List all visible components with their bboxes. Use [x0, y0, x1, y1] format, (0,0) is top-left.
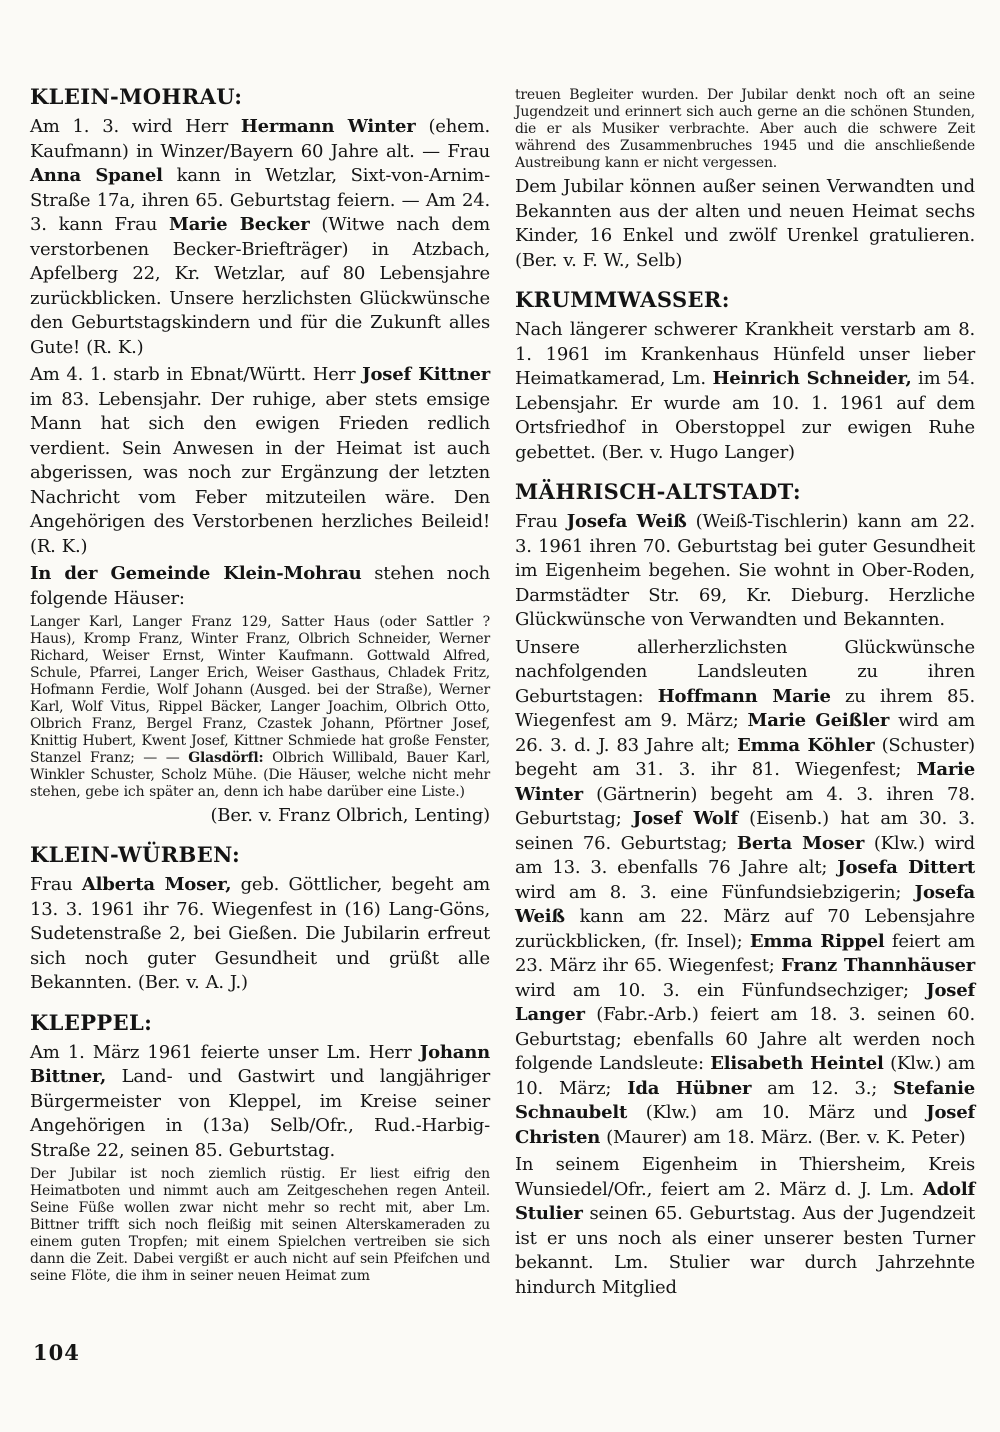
paragraph: Am 1. 3. wird Herr Hermann Winter (ehem. Kaufmann) in Winzer/Bayern 60 Jahre alt. — Frau Anna Spanel kann in Wetzlar, Sixt-von-Arnim-Straße 17a, ihren 65. Geburtstag feiern. — Am 24. 3. kann Frau Marie Becker (Witwe nach dem verstorbenen Becker-Briefträger) in Atzbach, Apfelberg 22, Kr. Wetzlar, auf 80 Lebensjahre zurückblicken. Unsere herzlichsten Glückwünsche den Geburtstagskindern und für die Zukunft alles Gute! (R. K.): [30, 116, 491, 358]
paragraph: Frau Josefa Weiß (Weiß-Tischlerin) kann am 22. 3. 1961 ihren 70. Geburtstag bei guter Gesundheit im Eigenheim begehen. Sie wohnt in Ober-Roden, Darmstädter Str. 69, Kr. Dieburg. Herzliche Glückwünsche von Verwandten und Bekannten.: [515, 511, 976, 630]
fine-print-paragraph: treuen Begleiter wurden. Der Jubilar denkt noch oft an seine Jugendzeit und erinnert sich auch gerne an die schönen Stunden, die er als Musiker verbrachte. Aber auch die schwere Zeit während des Zusammenbruches 1945 und die anschließende Austreibung kann er nicht vergessen.: [515, 87, 975, 171]
fine-print-paragraph: Langer Karl, Langer Franz 129, Satter Haus (oder Sattler ? Haus), Kromp Franz, Winter Franz, Olbrich Schneider, Werner Richard, Weiser Ernst, Winter Kaufmann. Gottwald Alfred, Schule, Pfarrei, Langer Erich, Weiser Gasthaus, Chladek Fritz, Hofmann Ferdie, Wolf Johann (Ausged. bei der Straße), Werner Karl, Wolf Vitus, Rippel Bäcker, Langer Joachim, Olbrich Otto, Olbrich Franz, Bergel Franz, Czastek Johann, Pförtner Josef, Knittig Hubert, Kwent Josef, Kittner Schmiede hat große Fenster, Stanzel Franz; — — Glasdörfl: Olbrich Willibald, Bauer Karl, Winkler Schuster, Scholz Mühe. (Die Häuser, welche nicht mehr stehen, gebe ich später an, denn ich habe darüber eine Liste.): [30, 614, 490, 800]
left-column: [30, 84, 490, 1303]
paragraph: In der Gemeinde Klein-Mohrau stehen noch folgende Häuser:: [30, 563, 490, 609]
report-byline: (Ber. v. Franz Olbrich, Lenting): [210, 805, 490, 826]
page-number: 104: [33, 1340, 80, 1365]
paragraph: Am 4. 1. starb in Ebnat/Württ. Herr Josef Kittner im 83. Lebensjahr. Der ruhige, aber stets emsige Mann hat sich den ewigen Frieden redlich verdient. Sein Anwesen in der Heimat ist auch abgerissen, was noch zur Ergänzung der letzten Nachricht vom Feber mitzuteilen wäre. Den Angehörigen des Verstorbenen herzliches Beileid! (R. K.): [30, 364, 490, 557]
section-heading: KRUMMWASSER:: [515, 287, 730, 312]
paragraph: Am 1. März 1961 feierte unser Lm. Herr Johann Bittner, Land- und Gastwirt und langjähriger Bürgermeister von Kleppel, im Kreise seiner Angehörigen in (13a) Selb/Ofr., Rud.-Harbig-Straße 22, seinen 85. Geburtstag.: [30, 1041, 490, 1161]
section-heading: KLEIN-WÜRBEN:: [30, 842, 241, 867]
right-column: [515, 84, 975, 1303]
paragraph: In seinem Eigenheim in Thiersheim, Kreis Wunsiedel/Ofr., feiert am 2. März d. J. Lm. Adolf Stulier seinen 65. Geburtstag. Aus der Jugendzeit ist er uns noch als einer unserer besten Turner bekannt. Lm. Stulier war durch Jahrzehnte hindurch Mitglied: [515, 1154, 975, 1298]
paragraph: Unsere allerherzlichsten Glückwünsche nachfolgenden Landsleuten zu ihren Geburtstagen: Hoffmann Marie zu ihrem 85. Wiegenfest am 9. März; Marie Geißler wird am 26. 3. d. J. 83 Jahre alt; Emma Köhler (Schuster) begeht am 31. 3. ihr 81. Wiegenfest; Marie Winter (Gärtnerin) begeht am 4. 3. ihren 78. Geburtstag; Josef Wolf (Eisenb.) hat am 30. 3. seinen 76. Geburtstag; Berta Moser (Klw.) wird am 13. 3. ebenfalls 76 Jahre alt; Josefa Dittert wird am 8. 3. eine Fünfundsiebzigerin; Josefa Weiß kann am 22. März auf 70 Lebensjahre zurückblicken, (fr. Insel); Emma Rippel feiert am 23. März ihr 65. Wiegenfest; Franz Thannhäuser wird am 10. 3. ein Fünfundsechziger; Josef Langer (Fabr.-Arb.) feiert am 18. 3. seinen 60. Geburtstag; ebenfalls 60 Jahre alt werden noch folgende Landsleute: Elisabeth Heintel (Klw.) am 10. März; Ida Hübner am 12. 3.; Stefanie Schnaubelt (Klw.) am 10. März und Josef Christen (Maurer) am 18. März. (Ber. v. K. Peter): [515, 636, 976, 1148]
fine-print-paragraph: Der Jubilar ist noch ziemlich rüstig. Er liest eifrig den Heimatboten und nimmt auch am Zeitgeschehen regen Anteil. Seine Füße wollen zwar nicht mehr so recht mit, aber Lm. Bittner trifft sich noch fleißig mit seinen Alterskameraden zu einem guten Tropfen; mit einem Spielchen vertreiben sie sich dann die Zeit. Dabei vergißt er auch nicht auf sein Pfeifchen und seine Flöte, die ihm in seiner neuen Heimat zum: [30, 1166, 490, 1284]
two-column-text-area: [30, 84, 975, 1303]
paragraph: Dem Jubilar können außer seinen Verwandten und Bekannten aus der alten und neuen Heimat sechs Kinder, 16 Enkel und zwölf Urenkel gratulieren. (Ber. v. F. W., Selb): [515, 176, 975, 271]
section-heading: MÄHRISCH-ALTSTADT:: [515, 479, 802, 504]
section-heading: KLEIN-MOHRAU:: [30, 84, 243, 109]
paragraph: Frau Alberta Moser, geb. Göttlicher, begeht am 13. 3. 1961 ihr 76. Wiegenfest in (16) Lang-Göns, Sudetenstraße 2, bei Gießen. Die Jubilarin erfreut sich noch guter Gesundheit und grüßt alle Bekannten. (Ber. v. A. J.): [30, 874, 490, 993]
paragraph: Nach längerer schwerer Krankheit verstarb am 8. 1. 1961 im Krankenhaus Hünfeld unser lieber Heimatkamerad, Lm. Heinrich Schneider, im 54. Lebensjahr. Er wurde am 10. 1. 1961 auf dem Ortsfriedhof in Oberstoppel zur ewigen Ruhe gebettet. (Ber. v. Hugo Langer): [515, 319, 976, 463]
section-heading: KLEPPEL:: [30, 1009, 153, 1035]
